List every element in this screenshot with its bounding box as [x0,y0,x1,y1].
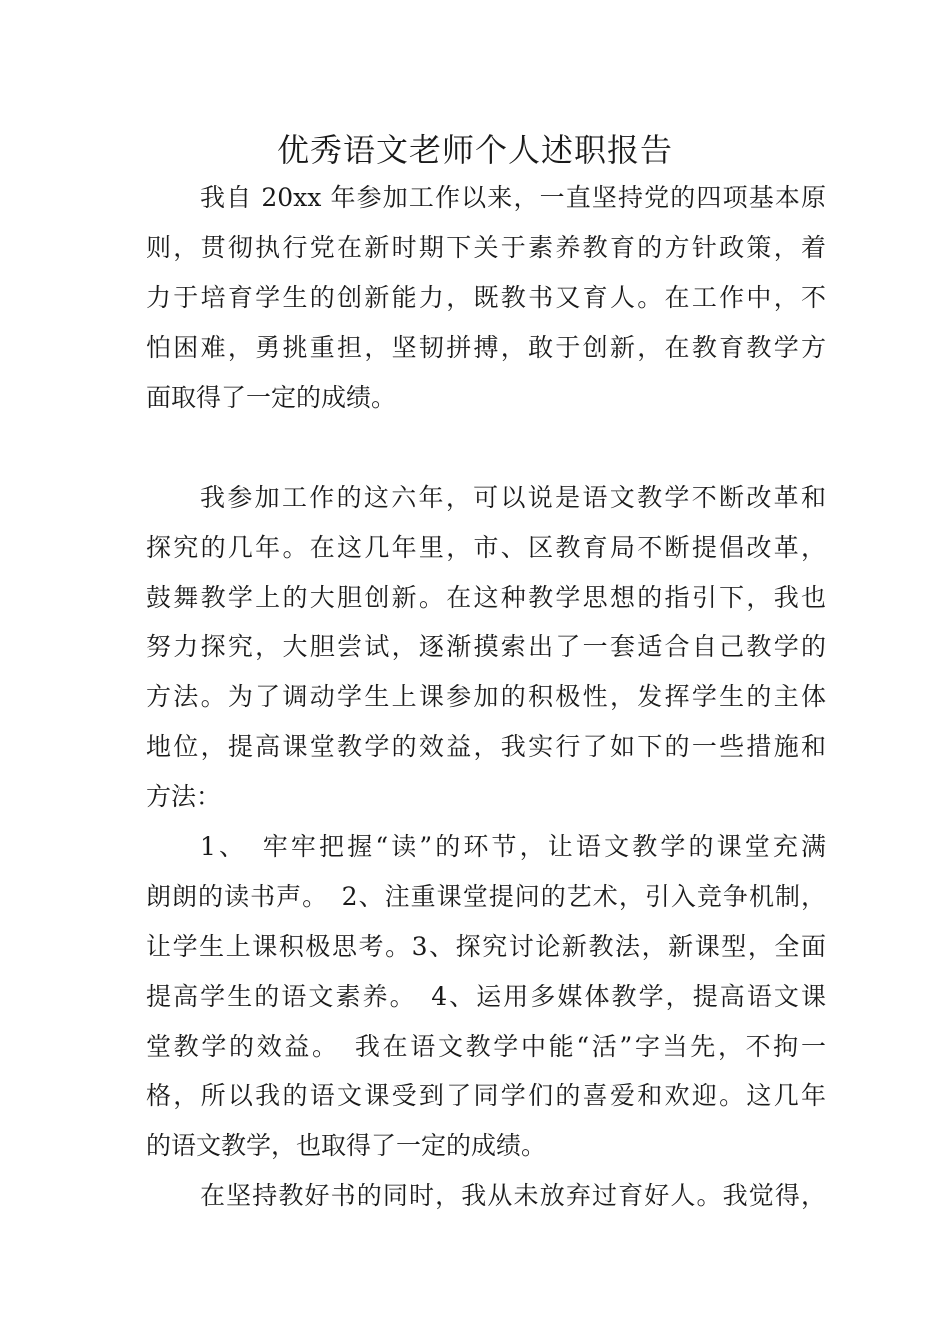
paragraph-line: 怕困难，勇挑重担，坚韧拼搏，敢于创新，在教育教学方 [146,333,826,362]
paragraph-line: 朗朗的读书声。 2、注重课堂提问的艺术，引入竞争机制， [146,882,826,911]
paragraph-line: 堂教学的效益。 我在语文教学中能“活”字当先，不拘一 [146,1032,826,1061]
paragraph-line: 我自 20xx 年参加工作以来，一直坚持党的四项基本原 [200,183,826,212]
paragraph-line: 让学生上课积极思考。3、探究讨论新教法，新课型，全面 [146,932,826,961]
document-title: 优秀语文老师个人述职报告 [276,131,673,169]
paragraph-line: 探究的几年。在这几年里，市、区教育局不断提倡改革， [146,533,826,562]
paragraph-line: 面取得了一定的成绩。 [146,383,397,412]
paragraph-line: 方法： [146,782,222,811]
paragraph-line: 的语文教学，也取得了一定的成绩。 [146,1131,547,1160]
paragraph-line: 则，贯彻执行党在新时期下关于素养教育的方针政策，着 [146,233,826,262]
paragraph-line: 在坚持教好书的同时，我从未放弃过育好人。我觉得， [200,1181,826,1210]
paragraph-line: 提高学生的语文素养。 4、运用多媒体教学，提高语文课 [146,982,826,1011]
paragraph-line: 力于培育学生的创新能力，既教书又育人。在工作中，不 [146,283,826,312]
paragraph-line: 方法。为了调动学生上课参加的积极性，发挥学生的主体 [146,682,826,711]
paragraph-line: 我参加工作的这六年，可以说是语文教学不断改革和 [200,483,826,512]
paragraph-line: 努力探究，大胆尝试，逐渐摸索出了一套适合自己教学的 [146,632,826,661]
paragraph-line: 鼓舞教学上的大胆创新。在这种教学思想的指引下，我也 [146,583,826,612]
paragraph-line: 地位，提高课堂教学的效益，我实行了如下的一些措施和 [146,732,826,761]
paragraph-line: 1、 牢牢把握“读”的环节，让语文教学的课堂充满 [200,832,826,861]
paragraph-line: 格，所以我的语文课受到了同学们的喜爱和欢迎。这几年 [146,1081,826,1110]
